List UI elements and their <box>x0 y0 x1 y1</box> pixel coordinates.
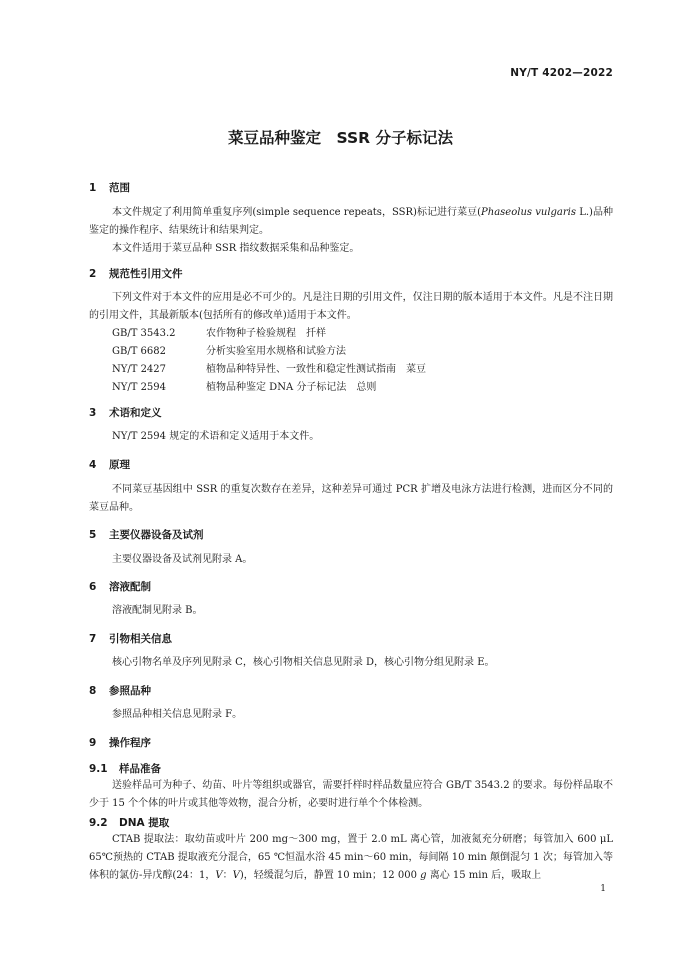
section-title: 术语和定义 <box>109 407 162 419</box>
section-7-heading <box>89 631 172 646</box>
section-title: 原理 <box>109 459 130 471</box>
section-number: 5 <box>89 529 97 541</box>
standard-code: NY/T 4202—2022 <box>510 67 613 79</box>
volume-symbol: V <box>232 870 240 881</box>
section-number: 9.2 <box>89 817 108 829</box>
section-9-1-body <box>89 777 613 813</box>
section-9-heading <box>89 735 151 750</box>
section-title: 引物相关信息 <box>109 633 172 645</box>
reference-title: 农作物种子检验规程 扦样 <box>206 328 326 339</box>
reference-item <box>112 325 426 343</box>
section-5-body <box>89 551 613 569</box>
section-5-heading <box>89 527 204 542</box>
paragraph: 核心引物名单及序列见附录 C，核心引物相关信息见附录 D，核心引物分组见附录 E。 <box>112 657 495 668</box>
document-title: 菜豆品种鉴定 SSR 分子标记法 <box>228 129 453 147</box>
gravity-symbol: g <box>420 870 427 881</box>
section-6-body <box>89 602 613 620</box>
section-title: 范围 <box>109 182 130 194</box>
text: L.)品种鉴定的操作程序、结果统计和结果判定。 <box>89 207 613 236</box>
paragraph <box>89 831 613 885</box>
section-number: 4 <box>89 459 97 471</box>
reference-code: GB/T 6682 <box>112 346 167 357</box>
section-3-body <box>89 428 613 446</box>
section-4-heading <box>89 457 130 472</box>
section-3-heading <box>89 405 162 420</box>
section-1-heading <box>89 180 130 195</box>
section-title: DNA 提取 <box>119 817 170 829</box>
paragraph: 送验样品可为种子、幼苗、叶片等组织或器官，需要扦样时样品数量应符合 GB/T 3543.2 的要求。每份样品取不少于 15 个个体的叶片或其他等效物，混合分析，必要时进行单个个体检测。 <box>89 780 613 809</box>
text: 离心 15 min 后，吸取上 <box>426 870 542 881</box>
reference-item <box>112 379 426 397</box>
section-title: 规范性引用文件 <box>109 268 183 280</box>
section-1-body <box>89 204 613 258</box>
volume-symbol: V <box>215 870 223 881</box>
text: CTAB 提取法：取幼苗或叶片 200 mg～300 mg，置于 2.0 mL 离心管，加液氮充分研磨；每管加入 600 μL 65℃预热的 CTAB 提取液充分混合，65 ℃恒温水浴 45 min～60 min，每间隔 10 min 颠倒混匀 1 次；每管加入等体积的氯仿-异戊醇(24：1， <box>89 834 613 881</box>
reference-code: GB/T 3543.2 <box>112 328 176 339</box>
section-number: 3 <box>89 407 97 419</box>
section-number: 8 <box>89 685 97 697</box>
section-8-body <box>89 706 613 724</box>
section-title: 操作程序 <box>109 737 151 749</box>
section-2-body <box>89 289 613 325</box>
paragraph: 下列文件对于本文件的应用是必不可少的。凡是注日期的引用文件，仅注日期的版本适用于本文件。凡是不注日期的引用文件，其最新版本(包括所有的修改单)适用于本文件。 <box>89 292 613 321</box>
section-6-heading <box>89 579 151 594</box>
paragraph: 主要仪器设备及试剂见附录 A。 <box>112 554 253 565</box>
section-9-2-body <box>89 831 613 885</box>
reference-code: NY/T 2594 <box>112 382 167 393</box>
section-4-body <box>89 481 613 517</box>
reference-title: 植物品种鉴定 DNA 分子标记法 总则 <box>206 382 377 393</box>
section-2-heading <box>89 266 183 281</box>
section-title: 溶液配制 <box>109 581 151 593</box>
reference-item <box>112 343 426 361</box>
paragraph: 不同菜豆基因组中 SSR 的重复次数存在差异，这种差异可通过 PCR 扩增及电泳方法进行检测，进而区分不同的菜豆品种。 <box>89 484 613 513</box>
paragraph: 本文件适用于菜豆品种 SSR 指纹数据采集和品种鉴定。 <box>112 243 360 254</box>
section-9-1-heading <box>89 761 161 776</box>
section-8-heading <box>89 683 151 698</box>
section-number: 7 <box>89 633 97 645</box>
page-number: 1 <box>600 884 606 894</box>
species-name: Phaseolus vulgaris <box>481 207 576 218</box>
section-number: 9 <box>89 737 97 749</box>
text: 本文件规定了利用简单重复序列(simple sequence repeats，SSR)标记进行菜豆( <box>112 207 482 218</box>
section-number: 6 <box>89 581 97 593</box>
paragraph: 溶液配制见附录 B。 <box>112 605 203 616</box>
section-number: 1 <box>89 182 97 194</box>
paragraph <box>89 204 613 240</box>
paragraph: NY/T 2594 规定的术语和定义适用于本文件。 <box>112 431 320 442</box>
section-number: 9.1 <box>89 763 108 775</box>
reference-item <box>112 361 426 379</box>
reference-title: 植物品种特异性、一致性和稳定性测试指南 菜豆 <box>206 364 426 375</box>
reference-title: 分析实验室用水规格和试验方法 <box>206 346 346 357</box>
text: ： <box>222 870 233 881</box>
section-7-body <box>89 654 613 672</box>
normative-references-list <box>112 325 426 397</box>
paragraph: 参照品种相关信息见附录 F。 <box>112 709 243 720</box>
text: )，轻缓混匀后，静置 10 min；12 000 <box>239 870 421 881</box>
section-title: 参照品种 <box>109 685 151 697</box>
section-title: 样品准备 <box>119 763 161 775</box>
section-9-2-heading <box>89 815 169 830</box>
section-title: 主要仪器设备及试剂 <box>109 529 204 541</box>
reference-code: NY/T 2427 <box>112 364 167 375</box>
section-number: 2 <box>89 268 97 280</box>
